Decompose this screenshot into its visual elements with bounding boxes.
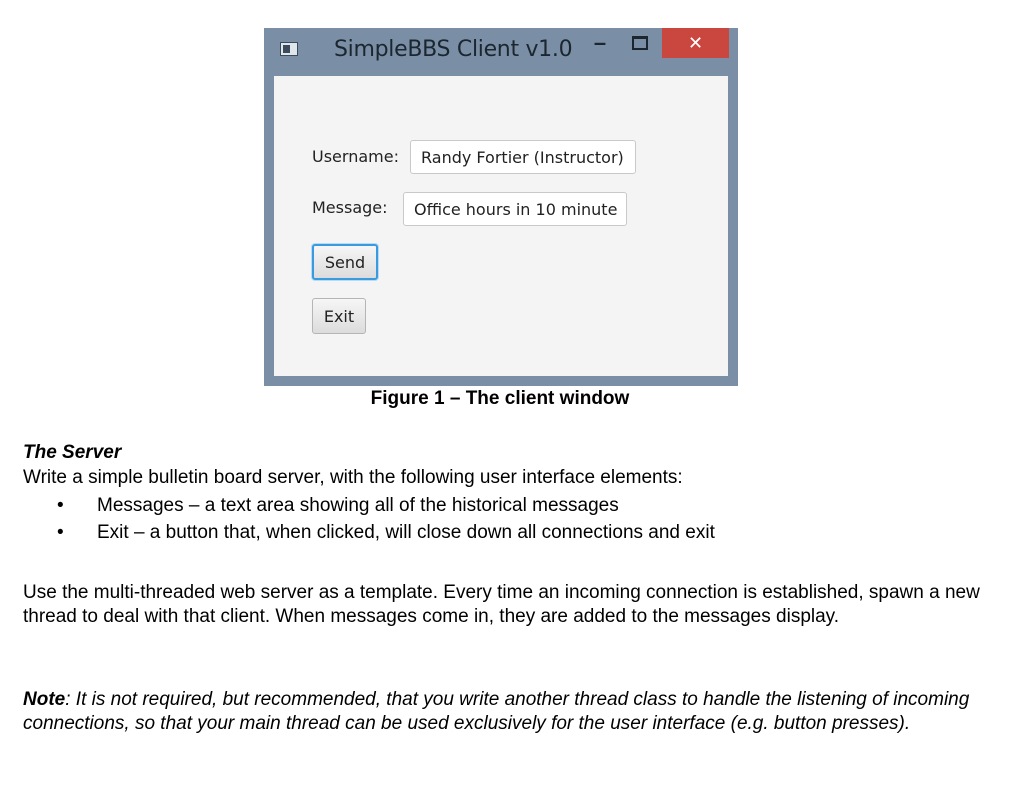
list-item-text: Exit – a button that, when clicked, will close down all connections and exit	[97, 522, 715, 543]
bullet-icon: •	[57, 522, 64, 543]
maximize-button[interactable]	[620, 28, 660, 58]
figure-caption-text: Figure 1 – The client window	[370, 388, 630, 409]
window-title: SimpleBBS Client v1.0	[334, 37, 573, 62]
send-button[interactable]: Send	[312, 244, 378, 280]
list-item	[57, 492, 715, 519]
section-heading: The Server	[23, 442, 122, 463]
client-window-screenshot	[264, 28, 738, 386]
close-button[interactable]: ✕	[662, 28, 729, 58]
list-item	[57, 519, 715, 546]
note-paragraph	[23, 688, 993, 736]
exit-button[interactable]: Exit	[312, 298, 366, 334]
window-client-area	[274, 76, 728, 376]
list-item-text: Messages – a text area showing all of the historical messages	[97, 495, 619, 516]
maximize-icon	[632, 36, 648, 50]
minimize-button[interactable]: –	[593, 30, 607, 55]
window-titlebar	[264, 28, 738, 76]
app-window-icon	[280, 42, 298, 56]
bullet-icon: •	[57, 495, 64, 516]
message-field[interactable]: Office hours in 10 minute	[403, 192, 627, 226]
requirements-list	[57, 492, 715, 546]
message-label: Message:	[312, 198, 388, 217]
note-text: : It is not required, but recommended, that you write another thread class to handle the listening of incoming connections, so that your main thread can be used exclusively for the user interface (e.g. button presses).	[23, 689, 970, 734]
username-label: Username:	[312, 147, 399, 166]
figure-caption	[0, 388, 1000, 410]
username-field[interactable]: Randy Fortier (Instructor)	[410, 140, 636, 174]
body-paragraph: Use the multi-threaded web server as a template. Every time an incoming connection is established, spawn a new thread to deal with that client. When messages come in, they are added to the messages display.	[23, 582, 980, 627]
section-intro: Write a simple bulletin board server, with the following user interface elements:	[23, 467, 683, 488]
note-label: Note	[23, 689, 66, 710]
